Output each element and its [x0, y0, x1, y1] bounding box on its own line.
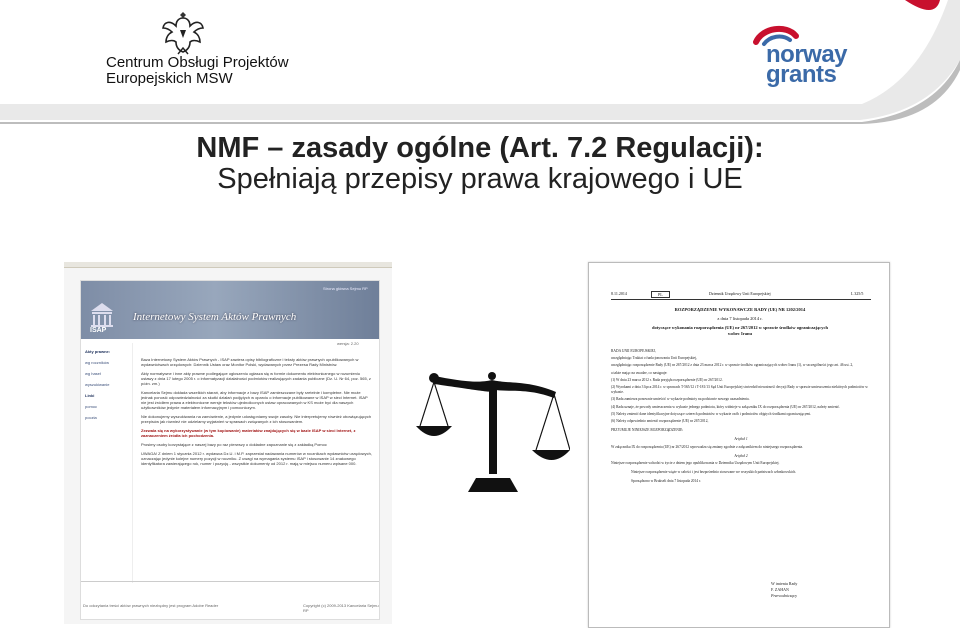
eu-doc-paragraph: (6) Należy odpowiednio zmienić rozporządzenie (UE) nr 267/2012, — [611, 419, 709, 424]
isap-hint: Prosimy osoby korzystające z naszej bazy po raz pierwszy o dokładne zapoznanie się z zakładką Pomoc — [141, 442, 327, 447]
eu-doc-sign-line: Przewodniczący — [771, 593, 797, 598]
isap-warning: Zezwala się na wykorzystywanie (w tym kopiowanie) materiałów znajdujących się w bazie ISAP w sieci Internet, z zaznaczeniem źródła ich pochodzenia. — [141, 428, 356, 438]
eu-doc-paragraph: uwzględniając rozporządzenie Rady (UE) nr 267/2012 z dnia 23 marca 2012 r. w sprawie środków ograniczających wobec Iranu (1), w szczególności jego art. 46 ust. 2, — [611, 363, 854, 368]
org-name-line1: Centrum Obsługi Projektów — [106, 54, 289, 71]
isap-version: wersja: 2.20 — [337, 341, 359, 346]
eu-doc-rule — [611, 299, 871, 300]
org-name-line2: Europejskich MSW — [106, 70, 233, 87]
eu-doc-lang: PL — [651, 291, 670, 298]
isap-nav-item[interactable]: poczta — [85, 415, 97, 420]
eu-doc-sign-line: F. ZAHAN — [771, 587, 789, 592]
logo-word-grants: grants — [766, 61, 837, 88]
eu-doc-paragraph: (4) Rada uznaje, że powody umieszczenia w wykazie jednego podmiotu, który widnieje w załączniku IX do rozporządzenia (UE) nr 267/2012, należy zmienić. — [611, 404, 841, 409]
isap-paragraph: Nie dokonujemy wyszukiwania na zamówienie, a jedynie udostępniamy swoje zasoby. Nie interpretujemy również obowiązujących przepisów jak również nie udzielamy wyjaśnień w sprawach związanych z ich stosowaniem. — [141, 414, 372, 424]
slide-header — [0, 0, 960, 122]
isap-nav-item[interactable]: pomoc — [85, 404, 98, 409]
eu-doc-title-line: wobec Iranu — [727, 331, 753, 336]
eu-doc-article-heading: Artykuł 1 — [734, 437, 748, 442]
isap-nav-section: Linki — [85, 393, 95, 398]
eu-doc-signature — [771, 581, 797, 599]
isap-screenshot — [64, 262, 392, 624]
eu-doc-paragraph: RADA UNII EUROPEJSKIEJ, — [611, 349, 657, 353]
isap-nav-item[interactable]: wg roczników — [85, 360, 110, 365]
eu-regulation-document — [588, 262, 890, 628]
isap-nav-item[interactable]: wyszukiwanie — [85, 382, 110, 387]
isap-banner-title: Internetowy System Aktów Prawnych — [133, 311, 297, 323]
eu-doc-body — [611, 349, 871, 487]
isap-page — [80, 280, 380, 620]
eu-doc-paragraph: uwzględniając Traktat o funkcjonowaniu Unii Europejskiej, — [611, 356, 698, 361]
isap-footer-left: Do odczytania treści aktów prawnych niezbędny jest program Adobe Reader — [83, 603, 219, 608]
isap-banner — [81, 281, 379, 339]
slide-title: NMF – zasady ogólne (Art. 7.2 Regulacji): — [196, 132, 764, 164]
eu-doc-binding-clause: Niniejsze rozporządzenie wiąże w całości i jest bezpośrednio stosowane we wszystkich państwach członkowskich. — [631, 470, 797, 475]
eu-doc-adopted: PRZYJMUJE NINIEJSZE ROZPORZĄDZENIE: — [611, 428, 684, 433]
eu-doc-paragraph: (3) Rada zamierza ponownie umieścić w wykazie podmioty na podstawie nowego uzasadnienia. — [611, 397, 750, 402]
org-name — [106, 55, 289, 87]
eu-doc-paragraph: (5) Należy zmienić dane identyfikacyjne dotyczące czterech podmiotów w wykazie osób i podmiotów objętych środkami ograniczającymi. — [611, 411, 812, 416]
eu-doc-paragraph: (2) Wyrokami z dnia 3 lipca 2014 r. w sprawach T-565/12 i T-181/13 Sąd Unii Europejskiej stwierdził nieważność decyzji Rady w sprawie umieszczenia niektórych podmiotów w wykazie. — [611, 385, 868, 395]
isap-nav-section: Akty prawne: — [85, 349, 111, 354]
isap-main-content — [141, 357, 373, 470]
polish-eagle-icon — [160, 8, 206, 56]
isap-paragraph: Akty normatywne i inne akty prawne podlegające ogłoszeniu ogłasza się w formie dokumentu elektronicznego w rozumieniu ustawy z dnia 17 lutego 2005 r. o informatyzacji działalności podmiotów realizujących zadania publiczne (Dz. U. Nr 64, poz. 565, z późn. zm.) — [141, 371, 371, 386]
logo-word-norway: norway — [766, 41, 848, 68]
isap-paragraph: Kancelaria Sejmu dokłada wszelkich starań, aby informacje z bazy ISAP zamieszczane były rzetelnie i kompletne. Nie może jednak ponosić odpowiedzialności za skutki działań podjętych w oparciu o informacje publikowane w ISAP w sieci Internet. ISAP nie jest źródłem prawa a elektroniczne wersje tekstów ujednoliconych ustaw opracowanych w KS może być dla naszych użytkowników jedynie materiałem informacyjnym i pomocniczym. — [141, 390, 368, 410]
scales-of-justice-icon — [416, 370, 570, 494]
eu-doc-title-line: z dnia 7 listopada 2014 r. — [717, 316, 763, 321]
eu-doc-title-line: dotyczące wykonania rozporządzenia (UE) nr 267/2012 w sprawie środków ograniczających — [651, 325, 829, 330]
eu-doc-paragraph: a także mając na uwadze, co następuje: — [611, 370, 668, 375]
isap-logo-text: ISAP — [90, 327, 107, 334]
isap-nav-item[interactable]: wg haseł — [85, 371, 101, 376]
browser-toolbar — [64, 262, 392, 268]
eu-doc-done-at: Sporządzono w Brukseli dnia 7 listopada 2014 r. — [631, 479, 701, 484]
eu-doc-article-text: Niniejsze rozporządzenie wchodzi w życie z dniem jego opublikowania w Dzienniku Urzędowym Unii Europejskiej. — [611, 461, 780, 466]
isap-left-nav — [81, 343, 133, 583]
eu-doc-paragraph: (1) W dniu 23 marca 2012 r. Rada przyjęła rozporządzenie (UE) nr 267/2012. — [611, 377, 723, 382]
eu-doc-article-heading: Artykuł 2 — [734, 453, 748, 458]
isap-paragraph: Baza Internetowy System Aktów Prawnych - ISAP zawiera opisy bibliograficzne i teksty aktów prawnych opublikowanych w wydawnictwach urzędowych: Dziennik Ustaw oraz Monitor Polski, wydawanych przez Prezesa Rady Ministrów. — [141, 357, 359, 367]
isap-footer-right: Copyright (c) 2009-2013 Kancelaria Sejmu RP — [303, 603, 379, 613]
eu-doc-page: L 325/5 — [851, 291, 864, 296]
eu-doc-journal: Dziennik Urzędowy Unii Europejskiej — [709, 291, 771, 296]
isap-note: UWAGA! Z dniem 1 stycznia 2012 r. wydawca Dz.U. i M.P. zaprzestał nadawania numerów w rocznikach wydawnictw urzędowych, oznaczając jedynie kolejne numery pozycji w roczniku. Z uwagi na wymagania systemu ISAP i stosowanie 14 znakowego identyfikatora zawierającego rok, numer i pozycję - wszystkie dokumenty od 2012 r. mają w miejscu numeru wpisane 000. — [141, 451, 372, 466]
isap-divider — [81, 581, 379, 582]
slide-subtitle: Spełniają przepisy prawa krajowego i UE — [217, 163, 743, 195]
isap-top-links[interactable]: Strona główna Sejmu RP — [323, 286, 368, 291]
eu-doc-title-line: ROZPORZĄDZENIE WYKONAWCZE RADY (UE) NR 1202/2014 — [674, 307, 806, 312]
eu-doc-sign-line: W imieniu Rady — [771, 581, 798, 586]
eu-doc-date: 8.11.2014 — [611, 291, 627, 296]
eu-doc-article-text: W załączniku IX do rozporządzenia (UE) nr 267/2012 wprowadza się zmiany zgodnie z załącznikiem do niniejszego rozporządzenia. — [611, 444, 804, 449]
